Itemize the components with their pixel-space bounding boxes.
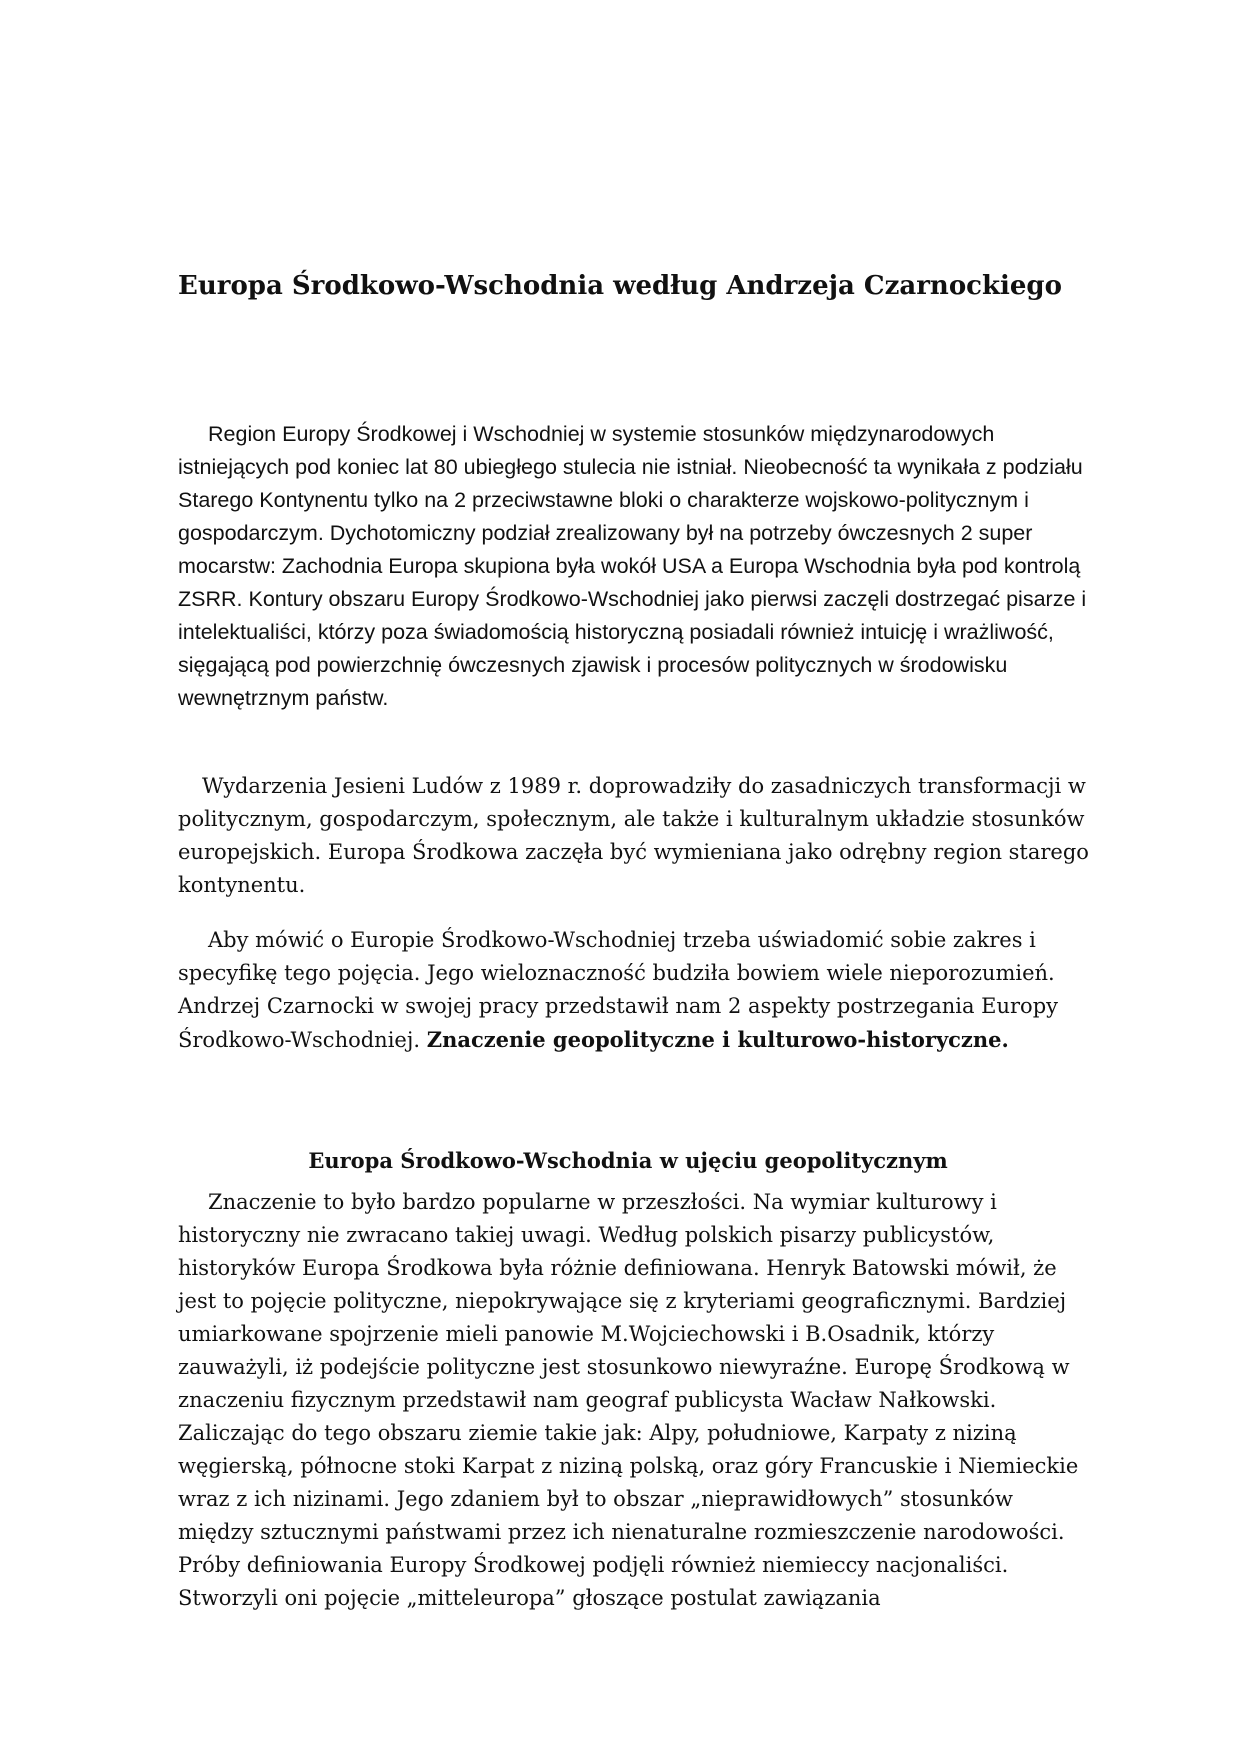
document-title: Europa Środkowo-Wschodnia według Andrzeja Czarnockiego xyxy=(178,271,1062,302)
paragraph-two-aspects xyxy=(178,924,1094,1057)
paragraph-intro xyxy=(178,418,1094,715)
paragraph-autumn-of-nations-text: Wydarzenia Jesieni Ludów z 1989 r. doprowadziły do zasadniczych transformacji w politycznym, gospodarczym, społecznym, ale także i kulturalnym układzie stosunków europejskich. Europa Środkowa zaczęła być wymieniana jako odrębny region starego kontynentu. xyxy=(178,774,1089,897)
paragraph-geopolitical-text: Znaczenie to było bardzo popularne w przeszłości. Na wymiar kulturowy i historyczny nie zwracano takiej uwagi. Według polskich pisarzy publicystów, historyków Europa Środkowa była różnie definiowana. Henryk Batowski mówił, że jest to pojęcie polityczne, niepokrywające się z kryteriami geograficznymi. Bardziej umiarkowane spojrzenie mieli panowie M.Wojciechowski i B.Osadnik, którzy zauważyli, iż podejście polityczne jest stosunkowo niewyraźne. Europę Środkową w znaczeniu fizycznym przedstawił nam geograf publicysta Wacław Nałkowski. Zaliczając do tego obszaru ziemie takie jak: Alpy, południowe, Karpaty z niziną węgierską, północne stoki Karpat z niziną polską, oraz góry Francuskie i Niemieckie wraz z ich nizinami. Jego zdaniem był to obszar „nieprawidłowych” stosunków między sztucznymi państwami przez ich nienaturalne rozmieszczenie narodowości. Próby definiowania Europy Środkowej podjęli również niemieccy nacjonaliści. Stworzyli oni pojęcie „mitteleuropa” głoszące postulat zawiązania xyxy=(178,1190,1079,1610)
paragraph-autumn-of-nations xyxy=(178,770,1094,902)
section-heading-geopolitical: Europa Środkowo-Wschodnia w ujęciu geopolitycznym xyxy=(308,1148,948,1174)
paragraph-two-aspects-text: Aby mówić o Europie Środkowo-Wschodniej trzeba uświadomić sobie zakres i specyfikę tego pojęcia. Jego wieloznaczność budziła bowiem wiele nieporozumień. Andrzej Czarnocki w swojej pracy przedstawił nam 2 aspekty postrzegania Europy Środkowo-Wschodniej. xyxy=(178,928,1059,1052)
paragraph-two-aspects-bold: Znaczenie geopolityczne i kulturowo-historyczne. xyxy=(426,1027,1009,1052)
paragraph-geopolitical xyxy=(178,1186,1094,1615)
paragraph-intro-text: Region Europy Środkowej i Wschodniej w systemie stosunków międzynarodowych istniejących pod koniec lat 80 ubiegłego stulecia nie istniał. Nieobecność ta wynikała z podziału Starego Kontynentu tylko na 2 przeciwstawne bloki o charakterze wojskowo-politycznym i gospodarczym. Dychotomiczny podział zrealizowany był na potrzeby ówczesnych 2 super mocarstw: Zachodnia Europa skupiona była wokół USA a Europa Wschodnia była pod kontrolą ZSRR. Kontury obszaru Europy Środkowo-Wschodniej jako pierwsi zaczęli dostrzegać pisarze i intelektualiści, którzy poza świadomością historyczną posiadali również intuicję i wrażliwość, sięgającą pod powierzchnię ówczesnych zjawisk i procesów politycznych w środowisku wewnętrznym państw. xyxy=(178,422,1087,710)
